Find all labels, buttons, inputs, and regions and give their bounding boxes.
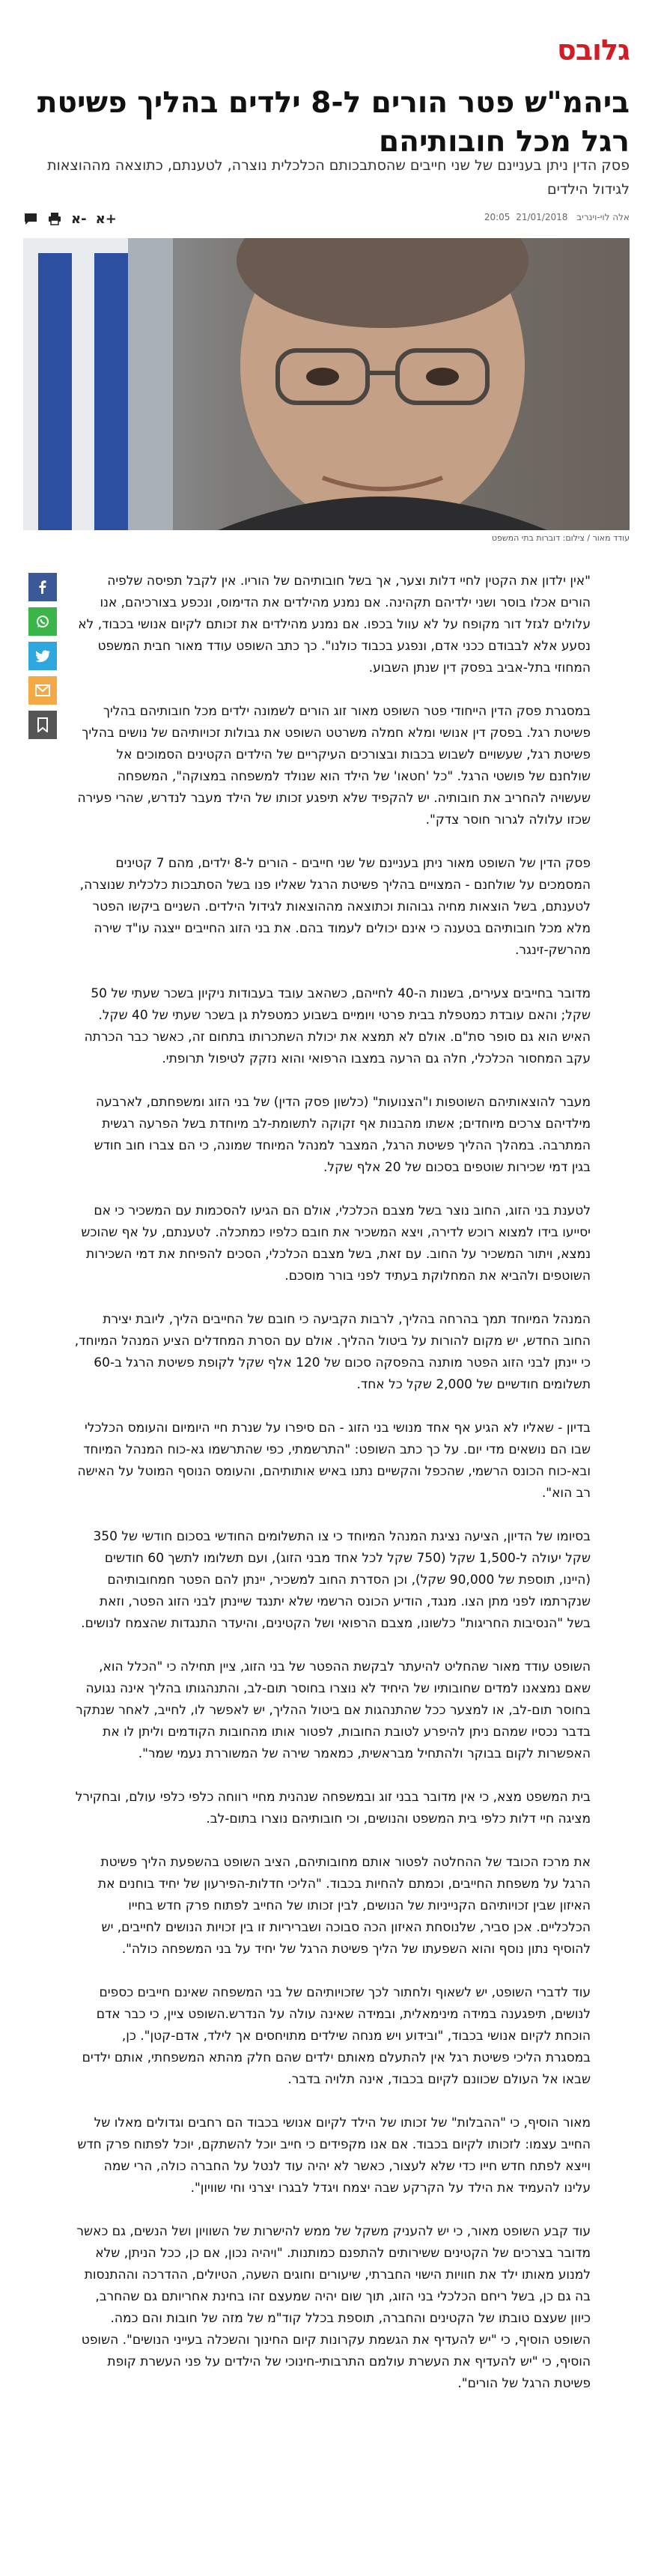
bookmark-button[interactable]: [28, 711, 57, 739]
article-meta-row: [23, 207, 630, 230]
article-paragraph: עוד קבע השופט מאור, כי יש להעניק משקל של ממש להישרות של השוויון ושל הנשים, גם כאשר מדובר בצרכים של הקטינים ששירותים להתפנם כמותנות. "ויהיה נכון, אם כן, ככל הניתן, שלא למנוע מאותו ילד את חוויות הישוי החברתי, שיעורים וחוגים השעה, הטיולים, ההדרכה וההתנסות בה גם כן, בשל ריחם הכלכלי בני הזוג, תוך שום יהיה שמעצם זהו בחינת אחריותם גם שהחרב, כיוון שעצם טובתו של הקטינים והחברה, תוספת בכלל קוד"מ של מזה של חובות והם כמה. השופט הוסיף, כי "יש להעדיף את הגשמת עקרונות קיום החינוך והשכלה בעייני הנושים". השופט הוסיף, כי "יש להעדיף את העשרת עולמם התרבותי-חינוכי של הילדים על פני העשרת קופת פשיטת הרגל של הורים".: [76, 2224, 591, 2391]
publish-date: 21/01/2018: [516, 212, 568, 222]
font-decrease-button[interactable]: א-: [71, 210, 87, 227]
author-name[interactable]: אלה לוי-וינריב: [576, 212, 630, 222]
globes-logo[interactable]: גלובס: [556, 34, 630, 67]
article-paragraph: מעבר להוצאותיהם השוטפות ו"הצנועות" (כלשון פסק הדין) של בני הזוג ומשפחתם, לארבעה מילדיהם צרכים מיוחדים; אשתו מהבנות אף זקוקה לתשומת-לב מיוחדת בשל הפרעה רגשית המתרבה. במהלך ההליך פשיטת הרגל, המצבר למנהל המיוחד שמונה, כי הם צברו חוב חודש בגין דמי שכירות שוטפים בסכום של 20 אלף שקל.: [94, 1095, 591, 1175]
font-increase-button[interactable]: א+: [95, 210, 117, 227]
whatsapp-icon: [35, 614, 50, 629]
article-body: [74, 571, 591, 2416]
article-paragraph: המנהל המיוחד תמך בהרחה בהליך, לרבות הקביעה כי חובם של החייבים הליך, ליובת יצירת החוב החדש, יש מקום להורות על ביטול ההליך. אולם עם הסרת המחדלים הציע המנהל המיוחד, כי יינתן לבני הזוג הפטר מותנה בהפסקה סכום של 120 אלף שקל לקופת פשיטת הרגל ב-60 תשלומים חודשיים של 2,000 שקל כל אחד.: [74, 1312, 591, 1392]
article-paragraph: פסק הדין של השופט מאור ניתן בעניינם של שני חייבים - הורים ל-8 ילדים, מהם 7 קטינים המסמכים על שולחנם - המצויים בהליך פשיטת הרגל שאליו פנו בשל הסתבכות כלכלית שנוצרה, לטענתם, בשל הוצאות מחיה גבוהות וכתוצאה מההוצאות לגידול הילדים. השניים ביקשו הפטר מלא מכל חובותיהם בטענה כי אינם יכולים לעמוד בהם. את בני הזוג החייבים ייצגה עו"ד שירה מהרשק-זינגר.: [79, 856, 591, 958]
article-paragraph: במסגרת פסק הדין הייחודי פטר השופט מאור זוג הורים לשמונה ילדים מכל חובותיהם בהליך פשיטת רגל. בפסק דין אנושי ומלא חמלה משרטט השופט את גבולות זכויותיהם של נושים בהליך פשיטת רגל, שעשויים לשבוש בכבות ובצורכים העיקריים של הילדים הקטינים הסמוכים אל שולחנם של פושטי הרגל. "כל 'חטאו' של הילד הוא שנולד למשפחה במצוקה", המשפחה שעשויה להחריב את חובותיה. יש להקפיד שלא תיפגע זכותו של הילד מעבר לנדרש, שהרי פעירה שכזו עלולה לגרור חוסר צדק".: [77, 704, 591, 827]
article-paragraph: בדיון - שאליו לא הגיע אף אחד מנושי בני הזוג - הם סיפרו על שנרת חיי היומיום והעומס הכלכלי שבו הם נושאים מדי יום. על כך כתב השופט: "התרשמתי, כפי שהתרשמו גא-כוח המנהל המיוחד ובא-כוח הכונס הרשמי, שהכפל והקשיים נתנו באיש אותותיהם, והעומס הנוסף המוטל על האישה רב הוא".: [77, 1421, 591, 1501]
article-paragraph: "אין ילדון את הקטין לחיי דלות וצער, אך בשל חובותיהם של הוריו. אין לקבל תפיסה שלפיה הורים אכלו בוסר ושני ילדיהם תקהינה. אם נמנע מהילדים את הדימוס, ונכפע בצורכיהם, אנו עלולים לגזל דור מקופח על לא עוול בכפו. אם נמנע מהילדים את זכותם לקיום אנושי בכבוד, לא נסעע אלא לבבודם ככני אדם, ונפגע בכבוד כולנו". כך כתב השופט עודד מאור חבית המשפט המחוזי בתל-אביב בפסק דין שנתן השבוע.: [78, 574, 591, 675]
whatsapp-share-button[interactable]: [28, 607, 57, 636]
image-caption: עודד מאור / צילום: דוברות בתי המשפט: [491, 533, 630, 543]
email-share-button[interactable]: [28, 676, 57, 705]
article-paragraph: את מרכז הכובד של ההחלטה לפטור אותם מחובותיהם, הציב השופט בהשפעת הליך פשיטת הרגל על משפחת החייבים, וכמתם להחיות בכבוד. "הליכי חדלות-הפירעון של יחיד בוחנים את האיזון שבין זכויותיהם הקנייניות של הנושים, לבין זכותו של החייב לפתוח פרק חדש בחייו הכלכליים. אכן סביר, שלנוסחת האיזון הכה סבוכה ושבריריות זו בין זכויות הנושים לחייבים, יש להוסיף נתון נוסף והוא השפעתו של הליך פשיטת הרגל של יחיד על בני המשפחה כולה".: [97, 1855, 591, 1957]
email-icon: [35, 684, 50, 696]
article-paragraph: לטענת בני הזוג, החוב נוצר בשל מצבם הכלכלי, אולם הם הגיעו להסכמות עם המשכיר כי אם יסייעו בידו למצוא רוכש לדירה, ויצא המשכיר את חובם כלפיו כמתכלה. לטענתם, על אף שהוכש נמצא, ויתור המשכיר על החוב. עם זאת, בשל מצבם הכלכלי, הסכים להפיחת את דמי השכירות השוטפים ולהביא את המחלוקת בעתיד לפני בורר מוסכם.: [81, 1203, 591, 1284]
bookmark-icon: [37, 717, 48, 732]
article-paragraph: בית המשפט מצא, כי אין מדובר בבני זוג ובמשפחה שנהנית מחיי רווחה כלפי כלפי עולם, ובחקירל מציגה חיי דלות כלפי בית המשפט והנושים, וכי חובותיהם נוצרו בתום-לב.: [75, 1790, 591, 1826]
facebook-icon: [36, 580, 49, 594]
article-paragraph: מדובר בחייבים צעירים, בשנות ה-40 לחייהם, כשהאב עובד בעבודות ניקיון בשכר שעתי של 50 שקל; והאם עובדת כמטפלת בבית פרטי ויומיים בשבוע כמטפלת גן בשכר שעתי של 40 שקל. האיש הוא גם סופר סת"ם. אולם לא תמצא את יכולת השתכרותו בתחום זה, כאשר כבר הכרתה עקב המחסור הכלכלי, חלה גם הרעה במצבו הרפואי והוא נזקק לטיפול תרופתי.: [84, 986, 591, 1066]
article-headline: ביהמ"ש פטר הורים ל-8 ילדים בהליך פשיטת רגל מכל חובותיהם: [37, 86, 630, 159]
publish-time: 20:05: [484, 212, 511, 222]
twitter-share-button[interactable]: [28, 642, 57, 670]
article-paragraph: מאור הוסיף, כי "ההבלות" של זכותו של הילד לקיום אנושי בכבוד הם רחבים וגדולים מאלו של החייב עצמו: לזכותו לקיום בכבוד. אם אנו מקפידים כי חייב יוכל להשתקם, יוכל לפתוח פרק חדש וייצא לפתח חדש חייו כדי שלא לעצור, כאשר לא יהיה עוד לנטל על החברה כולה, הרי שמה עלינו להעמיד את הילד על הקרקע שבה יצמח ויגדל לבגרו יצרני וחי שוויון".: [77, 2115, 591, 2196]
print-icon[interactable]: [47, 210, 62, 228]
comment-icon[interactable]: [23, 210, 38, 228]
facebook-share-button[interactable]: [28, 573, 57, 601]
byline: [484, 212, 630, 222]
article-subtitle: פסק הדין ניתן בעניינם של שני חייבים שהסתבכותם הכלכלית נוצרה, לטענתם, כתוצאה מההוצאות לגידול הילדים: [47, 157, 630, 198]
twitter-icon: [35, 649, 50, 663]
article-paragraph: בסיומו של הדיון, הציעה נציגת המנהל המיוחד כי צו התשלומים החודשי בסכום חודשי של 350 שקל יעולה ל-1,500 שקל (750 שקל לכל אחד מבני הזוג), ועם תשלומו לתשך 60 חודשים (היינו, תוספת של 90,000 שקל), וכן הסדרת החוב למשכיר, יינתן להם הפטר חמחובותיהם שנקרתמו לפני מתן הצו. מנגד, הודיע הכונס הרשמי שלא יתנגד שיינתן לבני הזוג הפטר, וזאת בשל "הנסיבות החריגות" כלשונו, מצבם הרפואי ושל הקטינים, והיעדר התנגדות שהצמח לנושים.: [81, 1529, 591, 1631]
article-paragraph: השופט עודד מאור שהחליט להיעתר לבקשת ההפטר של בני הזוג, ציין תחילה כי "הכלל הוא, שאם נמצאנו למדים שחובותיו של היחיד לא נוצרו בחוסר תום-לב, והתנהגותו בהליך אינה נגועה בחוסר תום-לב, או למצער ככל שהתנהגות אם ביטול ההליך, יש לאפשר לו, לחייב, לאחר שנתקר בדבר נכסיו שמהם ניתן להיפרע לטובת החובות, לפטור אותו מהחובות הקודמים וליתן לו את האפשרות לקום בבוקר ולהתחיל מבראשית, כמאמר שירה של המשוררת נעמי שמר".: [76, 1659, 591, 1761]
judge-photo: [23, 238, 630, 530]
article-paragraph: עוד לדברי השופט, יש לשאוף ולחתור לכך שזכויותיהם של בני המשפחה שאינם חייבים כספים לנושים, תיפגענה במידה מינימאלית, ובמידה שאינה עולה על הנדרש.השופט ציין, כי כבר אדם הוכחת לקיום אנושי בכבוד, "ובידוע ויש מנחה שילדים מתויחסים אך לילד, אדם-קטן". כן, במסגרת הליכי פשיטת רגל אין להתעלם מאותם ילדים שהם חלק מהתא המשפחתי, אותם ילדים שבאו אל העולם שכוונם לקיום בכבוד, אינה תלויה בדבר.: [82, 1985, 591, 2087]
share-bar: [28, 573, 57, 739]
article-tools: [23, 207, 117, 230]
